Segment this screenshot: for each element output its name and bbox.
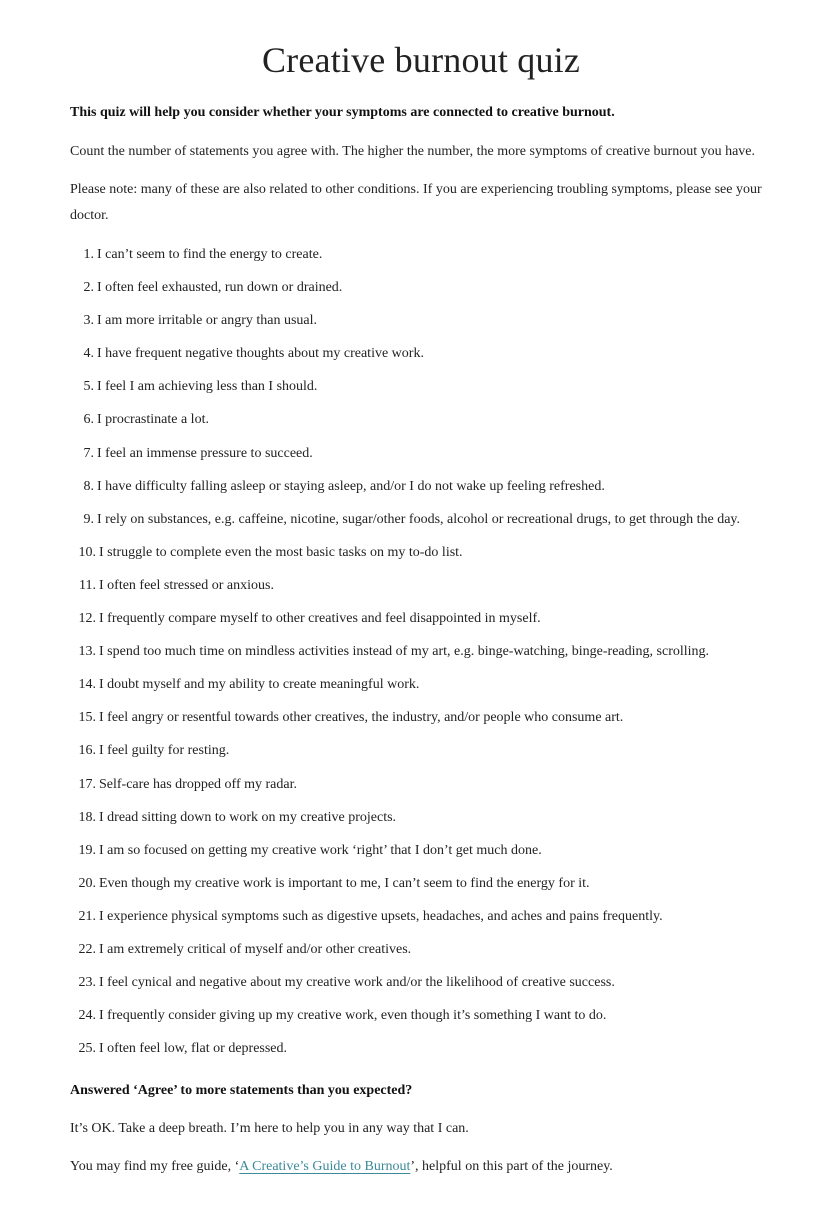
statement-text: I feel angry or resentful towards other creatives, the industry, and/or people who consume art.: [99, 710, 624, 726]
outro-ok-text: It’s OK. Take a deep breath. I’m here to help you in any way that I can.: [70, 1121, 469, 1136]
statement-text: I rely on substances, e.g. caffeine, nicotine, sugar/other foods, alcohol or recreational drugs, to get through the day.: [97, 511, 741, 527]
statement-text: I experience physical symptoms such as digestive upsets, headaches, and aches and pains frequently.: [99, 908, 663, 924]
statement-number: 21.: [78, 908, 96, 924]
statement-number: 22.: [78, 941, 96, 957]
statement-item: [70, 973, 790, 1006]
statement-number: 13.: [78, 644, 96, 660]
statement-number: 19.: [78, 842, 96, 858]
statement-item: [70, 410, 790, 443]
statement-text: I spend too much time on mindless activities instead of my art, e.g. binge-watching, binge-reading, scrolling.: [99, 644, 710, 660]
statement-number: 3.: [83, 313, 94, 329]
statement-number: 24.: [78, 1008, 96, 1024]
statement-number: 14.: [78, 677, 96, 693]
statement-item: [70, 642, 790, 675]
statement-text: I often feel exhausted, run down or drained.: [97, 280, 343, 296]
statement-text: I doubt myself and my ability to create meaningful work.: [99, 677, 420, 693]
statement-text: I am so focused on getting my creative work ‘right’ that I don’t get much done.: [99, 842, 542, 858]
statement-item: [70, 245, 790, 278]
statement-text: I feel an immense pressure to succeed.: [97, 445, 313, 461]
statement-item: [70, 377, 790, 410]
page-title: Creative burnout quiz: [261, 40, 581, 80]
statement-text: I am extremely critical of myself and/or other creatives.: [99, 941, 412, 957]
statement-item: [70, 874, 790, 907]
statement-text: I feel I am achieving less than I should.: [97, 379, 318, 395]
statement-item: [70, 609, 790, 642]
statement-item: [70, 444, 790, 477]
statement-text: Even though my creative work is important to me, I can’t seem to find the energy for it.: [99, 875, 590, 891]
statement-text: I am more irritable or angry than usual.: [97, 313, 318, 329]
statement-text: I often feel low, flat or depressed.: [99, 1041, 288, 1057]
statement-number: 16.: [78, 743, 96, 759]
statement-number: 1.: [83, 247, 94, 262]
guide-link[interactable]: A Creative’s Guide to Burnout: [239, 1159, 411, 1174]
statement-item: [70, 576, 790, 609]
statement-number: 15.: [78, 710, 96, 726]
statement-number: 6.: [83, 412, 94, 428]
statement-number: 2.: [83, 280, 94, 296]
statement-item: [70, 741, 790, 774]
statement-item: [70, 1006, 790, 1039]
intro-note-text: Please note: many of these are also related to other conditions. If you are experiencing troubling symptoms, please see your doctor.: [70, 182, 762, 223]
statement-number: 12.: [78, 611, 96, 627]
statement-number: 23.: [78, 975, 96, 991]
statement-text: I frequently compare myself to other creatives and feel disappointed in myself.: [99, 611, 541, 627]
statement-text: I feel cynical and negative about my creative work and/or the likelihood of creative success.: [99, 975, 615, 991]
statement-number: 10.: [78, 544, 96, 560]
statement-text: I have frequent negative thoughts about my creative work.: [97, 346, 424, 362]
statement-number: 9.: [83, 511, 94, 527]
statement-text: I procrastinate a lot.: [97, 412, 209, 428]
statement-item: [70, 940, 790, 973]
statement-item: [70, 344, 790, 377]
statement-text: I have difficulty falling asleep or staying asleep, and/or I do not wake up feeling refreshed.: [97, 478, 605, 494]
statement-item: [70, 808, 790, 841]
statement-number: 18.: [78, 809, 96, 825]
outro-guide-text: [70, 1154, 772, 1180]
statement-item: [70, 907, 790, 940]
statement-number: 20.: [78, 875, 96, 891]
guide-text-before: You may find my free guide, ‘: [70, 1159, 240, 1174]
intro-count-text: Count the number of statements you agree with. The higher the number, the more symptoms of creative burnout you have.: [70, 144, 756, 159]
outro-heading: Answered ‘Agree’ to more statements than you expected?: [70, 1083, 413, 1098]
intro-bold-text: This quiz will help you consider whether your symptoms are connected to creative burnout.: [70, 105, 615, 120]
statement-number: 7.: [83, 445, 94, 461]
statement-item: [70, 510, 790, 543]
statement-number: 25.: [78, 1041, 96, 1057]
statement-item: [70, 311, 790, 344]
statement-number: 11.: [79, 577, 96, 593]
statement-item: [70, 775, 790, 808]
statement-text: I often feel stressed or anxious.: [99, 577, 274, 593]
guide-text-after: ’, helpful on this part of the journey.: [410, 1159, 613, 1174]
statement-item: [70, 675, 790, 708]
statement-item: [70, 841, 790, 874]
statement-item: [70, 278, 790, 311]
statement-text: I dread sitting down to work on my creative projects.: [99, 809, 397, 825]
statement-item: [70, 1039, 790, 1072]
statement-item: [70, 708, 790, 741]
statement-number: 17.: [78, 776, 96, 792]
statement-number: 8.: [83, 478, 94, 494]
statement-text: I feel guilty for resting.: [99, 743, 230, 759]
statement-list: [70, 245, 790, 1072]
statement-text: I struggle to complete even the most basic tasks on my to-do list.: [99, 544, 463, 560]
statement-number: 4.: [83, 346, 94, 362]
statement-text: I frequently consider giving up my creative work, even though it’s something I want to do.: [99, 1008, 607, 1024]
statement-number: 5.: [83, 379, 94, 395]
statement-text: Self-care has dropped off my radar.: [99, 776, 297, 792]
statement-text: I can’t seem to find the energy to create.: [97, 247, 323, 262]
statement-item: [70, 543, 790, 576]
statement-item: [70, 477, 790, 510]
